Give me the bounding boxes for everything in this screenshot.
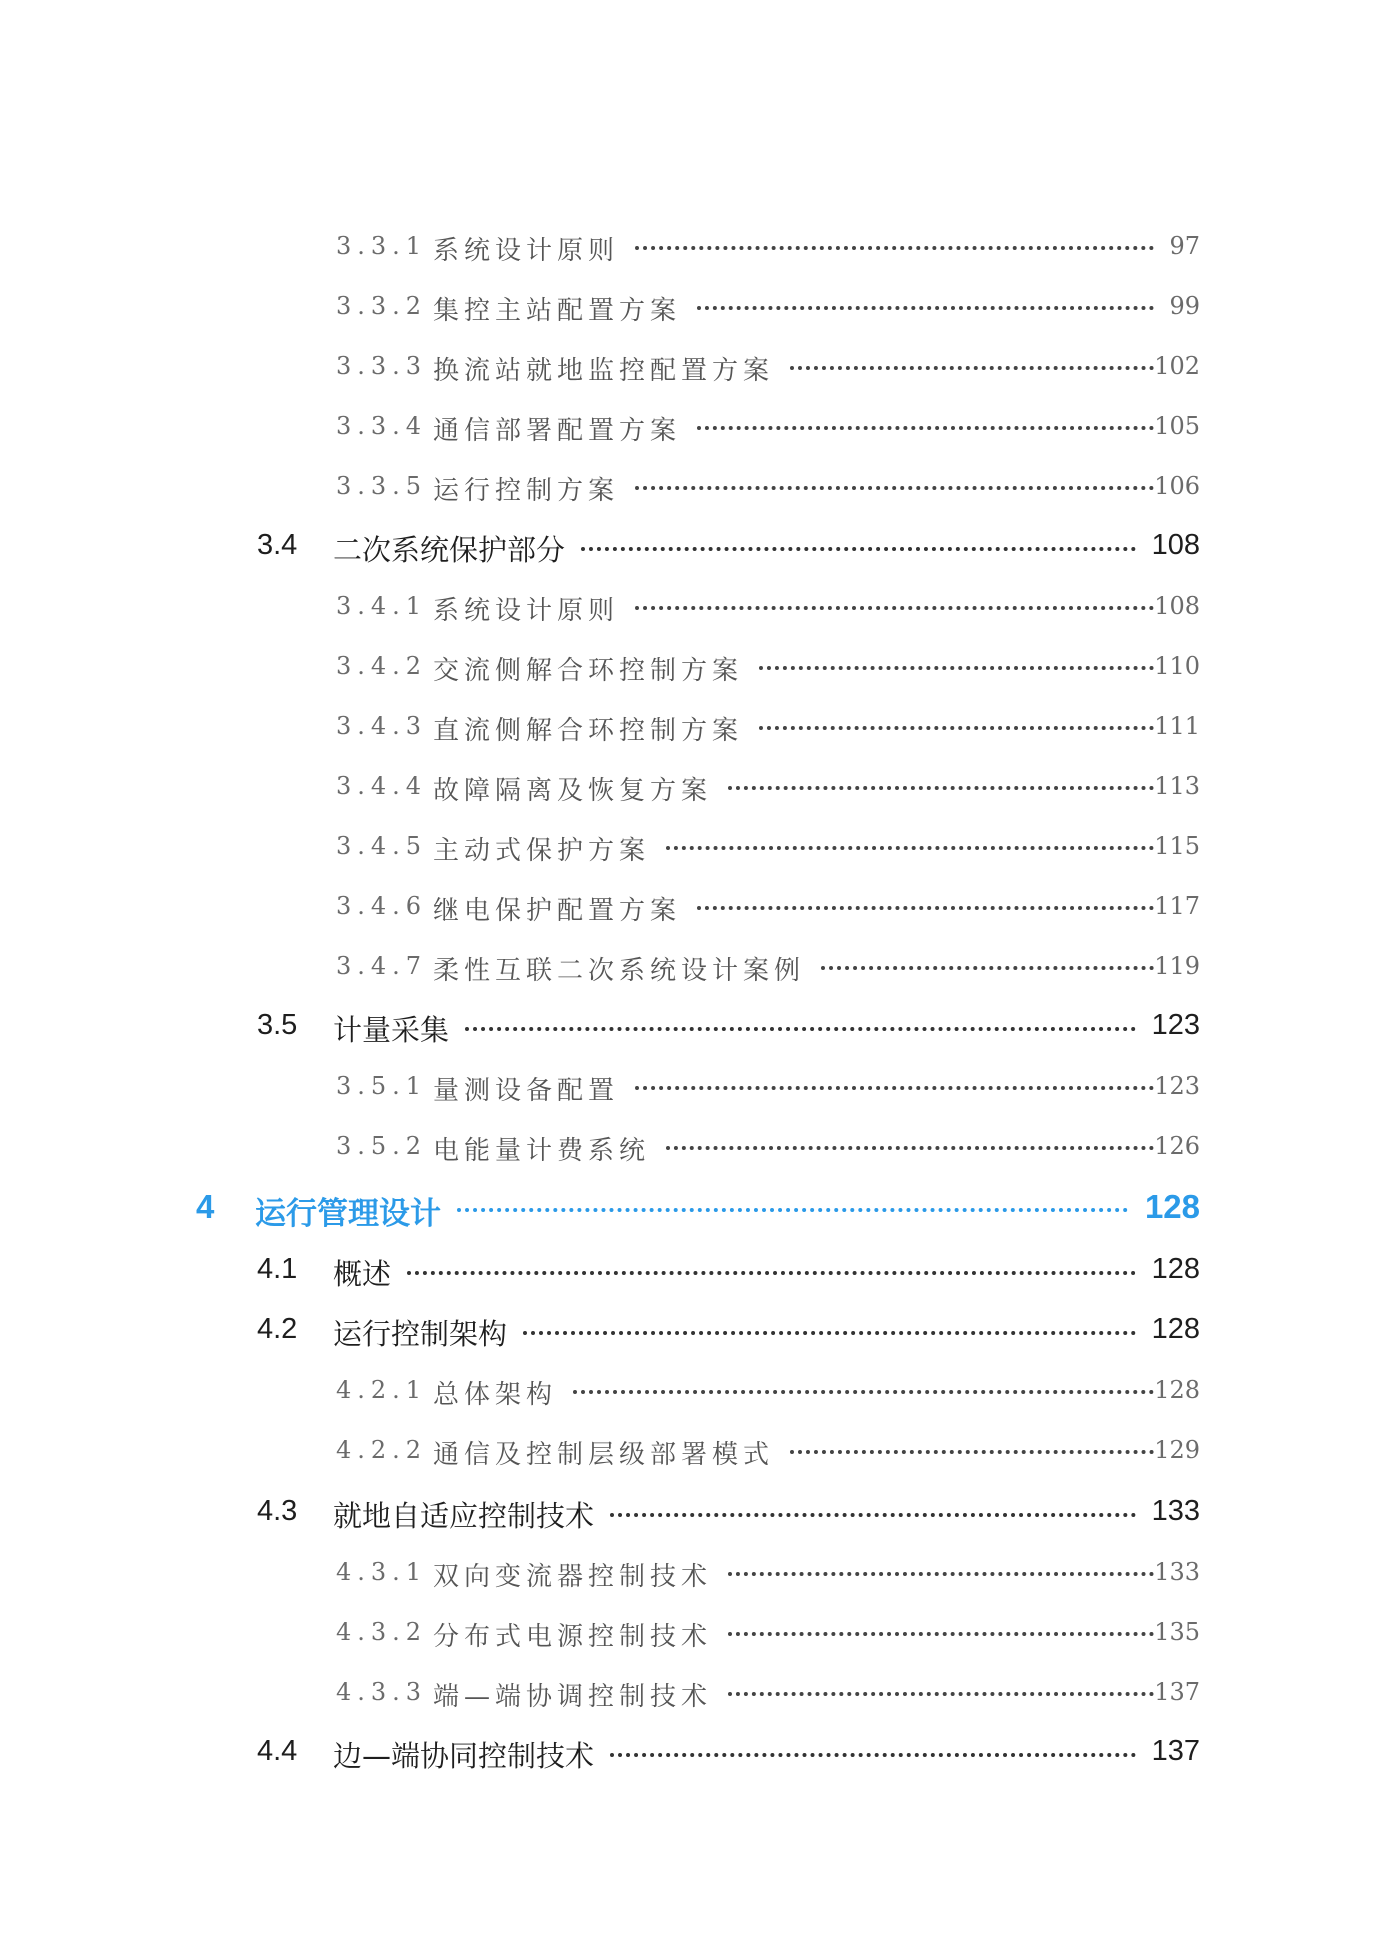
toc-entry[interactable] [0, 1726, 1386, 1782]
entry-number: 3.4.3 [336, 712, 428, 740]
entry-page-number: 115 [1154, 832, 1200, 860]
entry-number: 3.3.5 [336, 472, 428, 500]
toc-entry[interactable] [0, 1304, 1386, 1360]
entry-title: 直流侧解合环控制方案 [433, 716, 744, 746]
leader-dots [666, 1146, 1154, 1150]
toc-entry[interactable] [0, 1546, 1386, 1602]
leader-dots [790, 366, 1154, 370]
entry-page-number: 110 [1154, 652, 1200, 680]
toc-entry[interactable] [0, 1060, 1386, 1116]
entry-page-number: 126 [1154, 1132, 1200, 1160]
entry-page-number: 105 [1154, 412, 1200, 440]
leader-dots [759, 666, 1154, 670]
entry-page-number: 128 [1151, 1253, 1200, 1285]
entry-page-number: 111 [1154, 712, 1200, 740]
entry-title: 继电保护配置方案 [433, 896, 682, 926]
toc-entry[interactable] [0, 1606, 1386, 1662]
toc-entry[interactable] [0, 1486, 1386, 1542]
toc-entry[interactable] [0, 1364, 1386, 1420]
entry-page-number: 108 [1154, 592, 1200, 620]
leader-dots [573, 1390, 1154, 1394]
toc-entry[interactable] [0, 940, 1386, 996]
entry-number: 3.4.7 [336, 952, 428, 980]
entry-page-number: 106 [1154, 472, 1200, 500]
leader-dots [457, 1208, 1128, 1212]
toc-entry[interactable] [0, 1244, 1386, 1300]
toc-entry[interactable] [0, 400, 1386, 456]
entry-page-number: 137 [1154, 1678, 1200, 1706]
entry-title: 二次系统保护部分 [333, 533, 566, 567]
entry-title: 通信及控制层级部署模式 [433, 1440, 775, 1470]
entry-page-number: 135 [1154, 1618, 1200, 1646]
toc-entry[interactable] [0, 1424, 1386, 1480]
entry-number: 3.4.2 [336, 652, 428, 680]
leader-dots [759, 726, 1154, 730]
entry-title: 故障隔离及恢复方案 [433, 776, 713, 806]
entry-title: 主动式保护方案 [433, 836, 651, 866]
toc-entry[interactable] [0, 280, 1386, 336]
leader-dots [728, 1572, 1154, 1576]
leader-dots [666, 846, 1154, 850]
leader-dots [635, 1086, 1154, 1090]
entry-number: 3.4.6 [336, 892, 428, 920]
leader-dots [465, 1027, 1136, 1031]
entry-page-number: 128 [1154, 1376, 1200, 1404]
entry-page-number: 108 [1151, 529, 1200, 561]
entry-title: 换流站就地监控配置方案 [433, 356, 775, 386]
entry-title: 集控主站配置方案 [433, 296, 682, 326]
chapter-number: 4 [196, 1188, 215, 1225]
entry-page-number: 129 [1154, 1436, 1200, 1464]
entry-page-number: 119 [1154, 952, 1200, 980]
entry-title: 计量采集 [333, 1013, 450, 1047]
entry-title: 系统设计原则 [433, 596, 620, 626]
entry-title: 双向变流器控制技术 [433, 1562, 713, 1592]
entry-number: 3.3.2 [336, 292, 428, 320]
entry-number: 4.1 [257, 1253, 298, 1285]
leader-dots [635, 486, 1154, 490]
entry-number: 4.2.1 [336, 1376, 428, 1404]
toc-entry[interactable] [0, 700, 1386, 756]
entry-title: 量测设备配置 [433, 1076, 620, 1106]
toc-entry[interactable] [0, 640, 1386, 696]
leader-dots [523, 1331, 1136, 1335]
entry-title: 就地自适应控制技术 [333, 1499, 595, 1533]
entry-number: 3.5.1 [336, 1072, 428, 1100]
entry-title: 端—端协调控制技术 [433, 1682, 713, 1712]
toc-chapter-entry[interactable] [0, 1182, 1386, 1238]
toc-entry[interactable] [0, 760, 1386, 816]
entry-page-number: 113 [1154, 772, 1200, 800]
entry-title: 分布式电源控制技术 [433, 1622, 713, 1652]
entry-title: 系统设计原则 [433, 236, 620, 266]
entry-number: 3.3.1 [336, 232, 428, 260]
leader-dots [407, 1271, 1136, 1275]
leader-dots [697, 906, 1154, 910]
toc-entry[interactable] [0, 820, 1386, 876]
entry-page-number: 128 [1151, 1313, 1200, 1345]
entry-number: 3.4 [257, 529, 298, 561]
leader-dots [635, 246, 1154, 250]
leader-dots [581, 547, 1136, 551]
toc-entry[interactable] [0, 460, 1386, 516]
leader-dots [697, 306, 1154, 310]
entry-page-number: 102 [1154, 352, 1200, 380]
entry-page-number: 123 [1151, 1009, 1200, 1041]
entry-title: 概述 [333, 1257, 392, 1291]
entry-number: 4.2.2 [336, 1436, 428, 1464]
toc-entry[interactable] [0, 220, 1386, 276]
entry-number: 3.3.4 [336, 412, 428, 440]
entry-title: 交流侧解合环控制方案 [433, 656, 744, 686]
entry-title: 总体架构 [433, 1380, 558, 1410]
entry-page-number: 133 [1154, 1558, 1200, 1586]
leader-dots [821, 966, 1154, 970]
entry-title: 边—端协同控制技术 [333, 1739, 595, 1773]
toc-entry[interactable] [0, 580, 1386, 636]
entry-number: 4.3.2 [336, 1618, 428, 1646]
entry-title: 柔性互联二次系统设计案例 [433, 956, 806, 986]
entry-number: 3.5.2 [336, 1132, 428, 1160]
entry-number: 3.4.4 [336, 772, 428, 800]
entry-number: 3.4.5 [336, 832, 428, 860]
toc-entry[interactable] [0, 1000, 1386, 1056]
chapter-page-number: 128 [1144, 1188, 1200, 1225]
entry-title: 运行控制架构 [333, 1317, 508, 1351]
entry-title: 电能量计费系统 [433, 1136, 651, 1166]
toc-entry[interactable] [0, 1120, 1386, 1176]
toc-entry[interactable] [0, 1666, 1386, 1722]
leader-dots [610, 1513, 1136, 1517]
chapter-title: 运行管理设计 [255, 1196, 441, 1232]
entry-number: 4.3.1 [336, 1558, 428, 1586]
leader-dots [635, 606, 1154, 610]
toc-entry[interactable] [0, 520, 1386, 576]
entry-page-number: 99 [1169, 292, 1200, 320]
entry-page-number: 123 [1154, 1072, 1200, 1100]
toc-entry[interactable] [0, 340, 1386, 396]
entry-number: 3.3.3 [336, 352, 428, 380]
entry-page-number: 137 [1151, 1735, 1200, 1767]
leader-dots [728, 786, 1154, 790]
entry-number: 4.3.3 [336, 1678, 428, 1706]
entry-number: 3.5 [257, 1009, 298, 1041]
leader-dots [728, 1692, 1154, 1696]
entry-number: 4.2 [257, 1313, 298, 1345]
leader-dots [790, 1450, 1154, 1454]
entry-number: 3.4.1 [336, 592, 428, 620]
entry-number: 4.4 [257, 1735, 298, 1767]
entry-page-number: 133 [1151, 1495, 1200, 1527]
toc-entry[interactable] [0, 880, 1386, 936]
entry-title: 运行控制方案 [433, 476, 620, 506]
leader-dots [697, 426, 1154, 430]
entry-title: 通信部署配置方案 [433, 416, 682, 446]
leader-dots [610, 1753, 1136, 1757]
entry-page-number: 97 [1169, 232, 1200, 260]
entry-number: 4.3 [257, 1495, 298, 1527]
entry-page-number: 117 [1154, 892, 1200, 920]
leader-dots [728, 1632, 1154, 1636]
